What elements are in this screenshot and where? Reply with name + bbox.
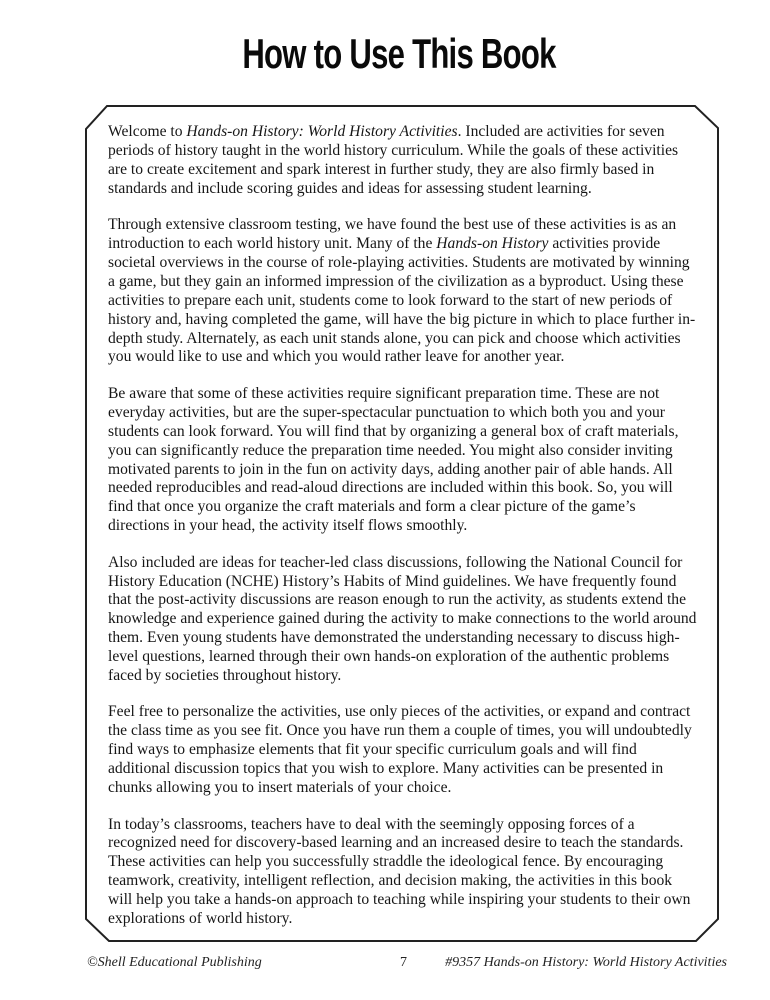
body-text — [108, 123, 698, 946]
paragraph-text: Welcome to — [108, 123, 187, 140]
book-title-italic: Hands-on History: World History Activities — [186, 123, 458, 140]
page-title: How to Use This Book — [242, 30, 556, 77]
paragraph-text: Through extensive classroom testing, we have found the best use of these activities is as an introduction to each world history unit. Many of the — [108, 216, 677, 253]
footer-book-reference: #9357 Hands-on History: World History Activities — [445, 955, 727, 970]
paragraph-text: activities provide societal overviews in the course of role-playing activities. Students are motivated by winning a game, but they gain an informed impression of the civilization as a byproduct. Using these activities to prepare each unit, students come to look forward to the start of new periods of history and, having completed the game, will have the big picture in which to place further in-depth study. Alternately, as each unit stands alone, you can pick and choose which activities you would like to use and which you would rather leave for another year. — [108, 235, 696, 366]
series-title-italic: Hands-on History — [436, 235, 549, 253]
paragraph-text: . Included are activities for seven periods of history taught in the world history curriculum. While the goals of these activities are to create excitement and spark interest in further study, they are also firmly based in standards and include scoring guides and ideas for assessing student learning. — [108, 123, 679, 197]
paragraph-discussions: Also included are ideas for teacher-led class discussions, following the National Council for History Education (NCHE) History’s Habits of Mind guidelines. We have frequently found that the post-activity discussions are reason enough to run the activity, as students extend the knowledge and experience gained during the activity to make connections to the world around them. Even young students have demonstrated the understanding necessary to discuss high-level questions, learned through their own hands-on exploration of the authentic problems faced by societies throughout history. — [108, 553, 697, 685]
footer-publisher: ©Shell Educational Publishing — [87, 955, 262, 970]
paragraph-personalize: Feel free to personalize the activities, use only pieces of the activities, or expand and contract the class time as you see fit. Once you have run them a couple of times, you will undoubtedly find ways to emphasize elements that fit your specific curriculum goals and will find additional discussion topics that you wish to explore. Many activities can be presented in chunks allowing you to insert materials of your choice. — [108, 703, 692, 797]
paragraph-intro — [108, 123, 698, 199]
paragraph-todays-classrooms: In today’s classrooms, teachers have to deal with the seemingly opposing forces of a recognized need for discovery-based learning and an increased desire to teach the standards. These activities can help you successfully straddle the ideological fence. By encouraging teamwork, creativity, intelligent reflection, and decision making, the activities in this book will help you take a hands-on approach to teaching while inspiring your students to their own explorations of world history. — [108, 815, 691, 928]
paragraph-classroom-testing — [108, 216, 698, 367]
footer-page-number: 7 — [400, 955, 407, 970]
paragraph-preparation: Be aware that some of these activities require significant preparation time. These are not everyday activities, but are the super-spectacular punctuation to which both you and your students can look forward. You will find that by organizing a general box of craft materials, you can significantly reduce the preparation time needed. You might also consider inviting motivated parents to join in the fun on activity days, adding another pair of able hands. All needed reproducibles and read-aloud directions are included within this book. So, you will find that once you organize the craft materials and form a clear picture of the game’s directions in your head, the activity itself flows smoothly. — [108, 384, 679, 535]
page-footer — [0, 955, 770, 975]
